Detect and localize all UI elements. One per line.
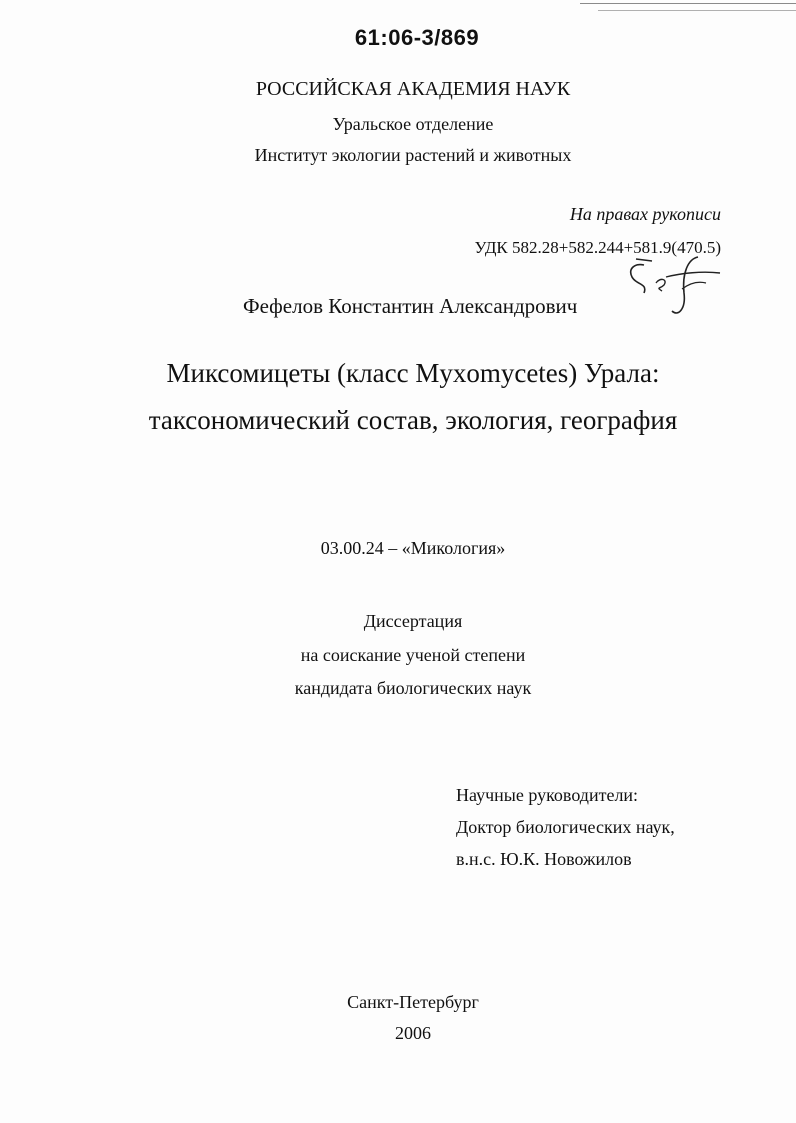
supervisors-heading: Научные руководители: — [456, 785, 639, 805]
degree-name: кандидата биологических наук — [294, 678, 532, 698]
branch-name: Уральское отделение — [332, 114, 494, 134]
manuscript-rights-note: На правах рукописи — [569, 204, 721, 224]
scan-edge-line — [580, 3, 796, 4]
dissertation-label: Диссертация — [363, 611, 463, 631]
scan-edge-line — [598, 10, 796, 11]
supervisor-degree: Доктор биологических наук, — [456, 817, 675, 837]
academy-name: РОССИЙСКАЯ АКАДЕМИЯ НАУК — [255, 78, 571, 100]
handwritten-signature — [626, 253, 726, 323]
supervisor-name: в.н.с. Ю.К. Новожилов — [456, 849, 632, 869]
institute-name: Институт экологии растений и животных — [254, 145, 572, 165]
publication-city: Санкт-Петербург — [347, 992, 479, 1012]
degree-purpose: на соискание ученой степени — [300, 645, 526, 665]
udk-code: УДК 582.28+582.244+581.9(470.5) — [474, 238, 721, 257]
specialty-code: 03.00.24 – «Микология» — [320, 538, 506, 558]
thesis-title-line-1: Миксомицеты (класс Myxomycetes) Урала: — [166, 358, 660, 388]
author-name: Фефелов Константин Александрович — [243, 294, 578, 318]
archive-stamp: 61:06-3/869 — [354, 25, 480, 50]
publication-year: 2006 — [395, 1023, 431, 1043]
thesis-title-line-2: таксономический состав, экология, география — [148, 405, 678, 435]
